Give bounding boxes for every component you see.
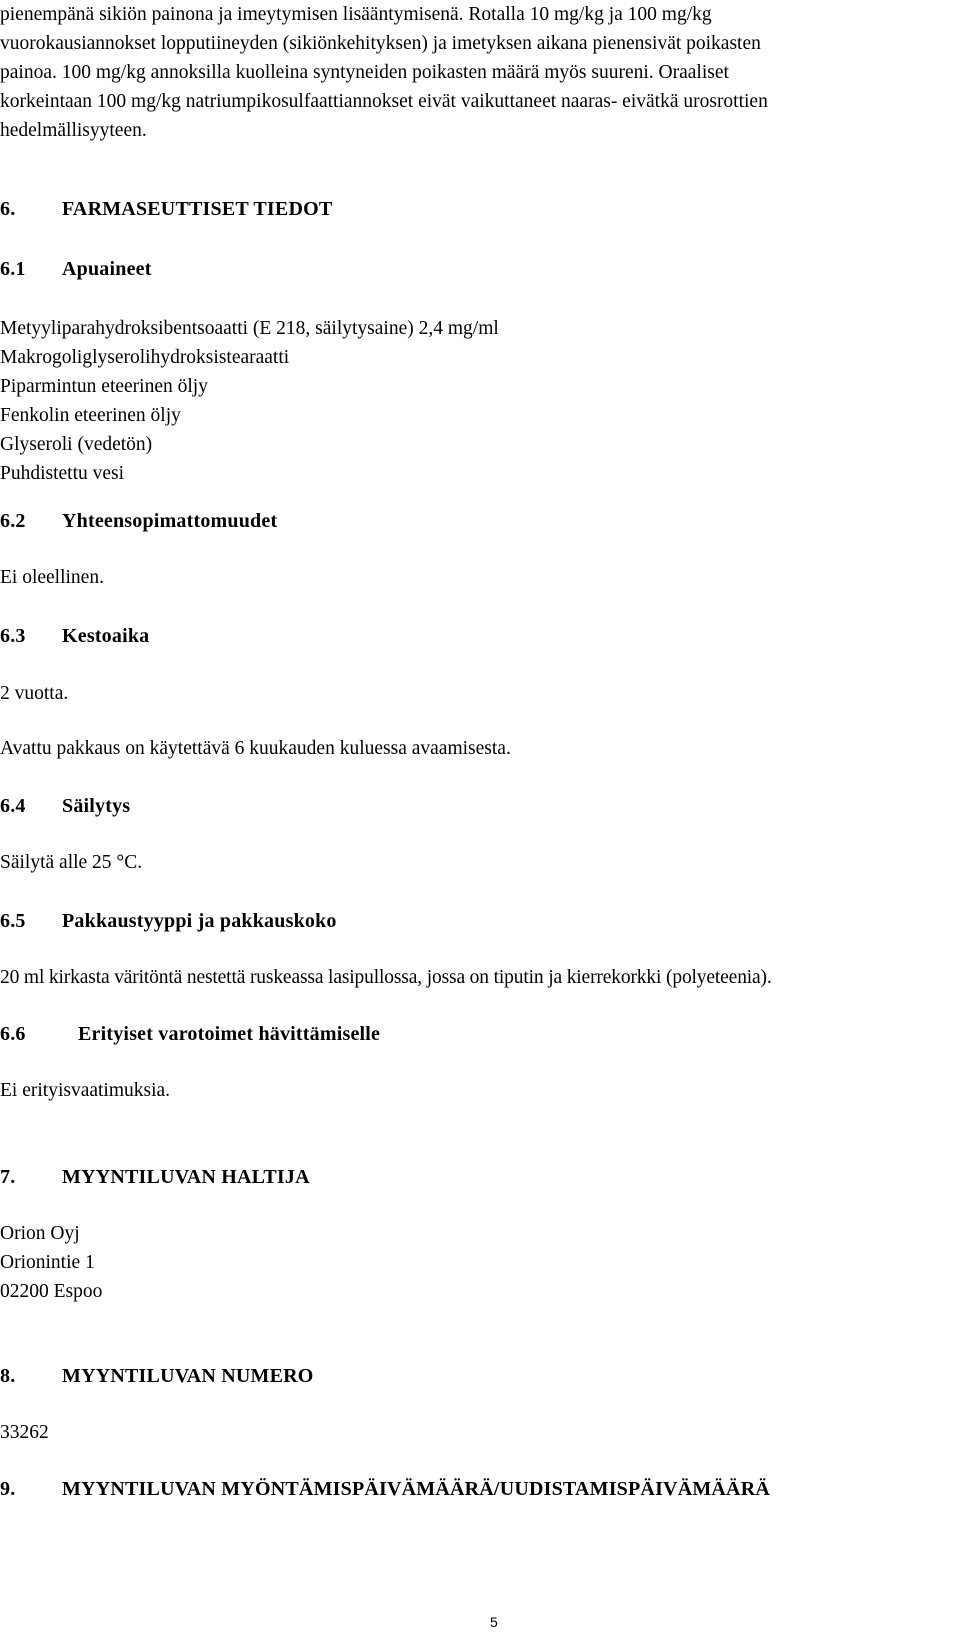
excipient-item: Puhdistettu vesi	[0, 463, 125, 484]
section-title: Kestoaika	[62, 625, 150, 647]
excipient-item: Glyseroli (vedetön)	[0, 434, 153, 455]
address-line: Orionintie 1	[0, 1252, 95, 1273]
intro-paragraph	[0, 0, 950, 145]
section-heading-7	[0, 1166, 310, 1189]
page-number: 5	[490, 1614, 498, 1630]
intro-line: pienempänä sikiön painona ja imeytymisen lisääntymisenä. Rotalla 10 mg/kg ja 100 mg/kg	[0, 4, 712, 25]
intro-line: hedelmällisyyteen.	[0, 120, 147, 141]
section-title: FARMASEUTTISET TIEDOT	[62, 198, 333, 220]
section-number: 9.	[0, 1478, 16, 1500]
section-heading-8	[0, 1365, 314, 1388]
section-title: MYYNTILUVAN MYÖNTÄMISPÄIVÄMÄÄRÄ/UUDISTAMISPÄIVÄMÄÄRÄ	[62, 1478, 770, 1500]
address-line: Orion Oyj	[0, 1223, 80, 1244]
section-text: Avattu pakkaus on käytettävä 6 kuukauden kuluessa avaamisesta.	[0, 738, 511, 759]
section-heading-6-3	[0, 625, 150, 648]
excipient-item: Makrogoliglyserolihydroksistearaatti	[0, 347, 290, 368]
section-heading-6-6	[0, 1023, 381, 1046]
intro-line: painoa. 100 mg/kg annoksilla kuolleina syntyneiden poikasten määrä myös suureni. Oraaliset	[0, 62, 729, 83]
section-title: Säilytys	[62, 795, 131, 817]
section-number: 7.	[0, 1166, 16, 1188]
section-heading-6-5	[0, 910, 337, 933]
section-text: Ei erityisvaatimuksia.	[0, 1080, 171, 1101]
section-number: 6.	[0, 198, 16, 220]
excipient-item: Fenkolin eteerinen öljy	[0, 405, 181, 426]
intro-line: korkeintaan 100 mg/kg natriumpikosulfaattiannokset eivät vaikuttaneet naaras- eivätkä urosrottien	[0, 91, 768, 112]
section-heading-6-4	[0, 795, 131, 818]
section-title: Erityiset varotoimet hävittämiselle	[78, 1023, 381, 1045]
section-number: 8.	[0, 1365, 16, 1387]
section-text: Säilytä alle 25 °C.	[0, 852, 143, 873]
section-title: Yhteensopimattomuudet	[62, 510, 278, 532]
section-heading-6	[0, 198, 333, 221]
address-line: 02200 Espoo	[0, 1281, 103, 1302]
section-text: 2 vuotta.	[0, 683, 69, 704]
excipient-item: Piparmintun eteerinen öljy	[0, 376, 208, 397]
section-heading-9	[0, 1478, 770, 1501]
section-number: 6.2	[0, 510, 26, 532]
excipient-item: Metyyliparahydroksibentsoaatti (E 218, säilytysaine) 2,4 mg/ml	[0, 318, 499, 339]
section-number: 6.5	[0, 910, 26, 932]
section-number: 6.6	[0, 1023, 26, 1045]
section-number: 6.1	[0, 258, 26, 280]
section-title: Pakkaustyyppi ja pakkauskoko	[62, 910, 337, 932]
section-text: 20 ml kirkasta väritöntä nestettä ruskeassa lasipullossa, jossa on tiputin ja kierrekorkki (polyeteenia).	[0, 967, 772, 988]
section-text: Ei oleellinen.	[0, 567, 104, 588]
section-text: 33262	[0, 1422, 49, 1443]
section-title: Apuaineet	[62, 258, 152, 280]
section-heading-6-2	[0, 510, 278, 533]
section-heading-6-1	[0, 258, 152, 281]
section-number: 6.3	[0, 625, 26, 647]
section-title: MYYNTILUVAN NUMERO	[62, 1365, 314, 1387]
intro-line: vuorokausiannokset lopputiineyden (sikiönkehityksen) ja imetyksen aikana pienensivät poikasten	[0, 33, 761, 54]
section-title: MYYNTILUVAN HALTIJA	[62, 1166, 310, 1188]
section-number: 6.4	[0, 795, 26, 817]
